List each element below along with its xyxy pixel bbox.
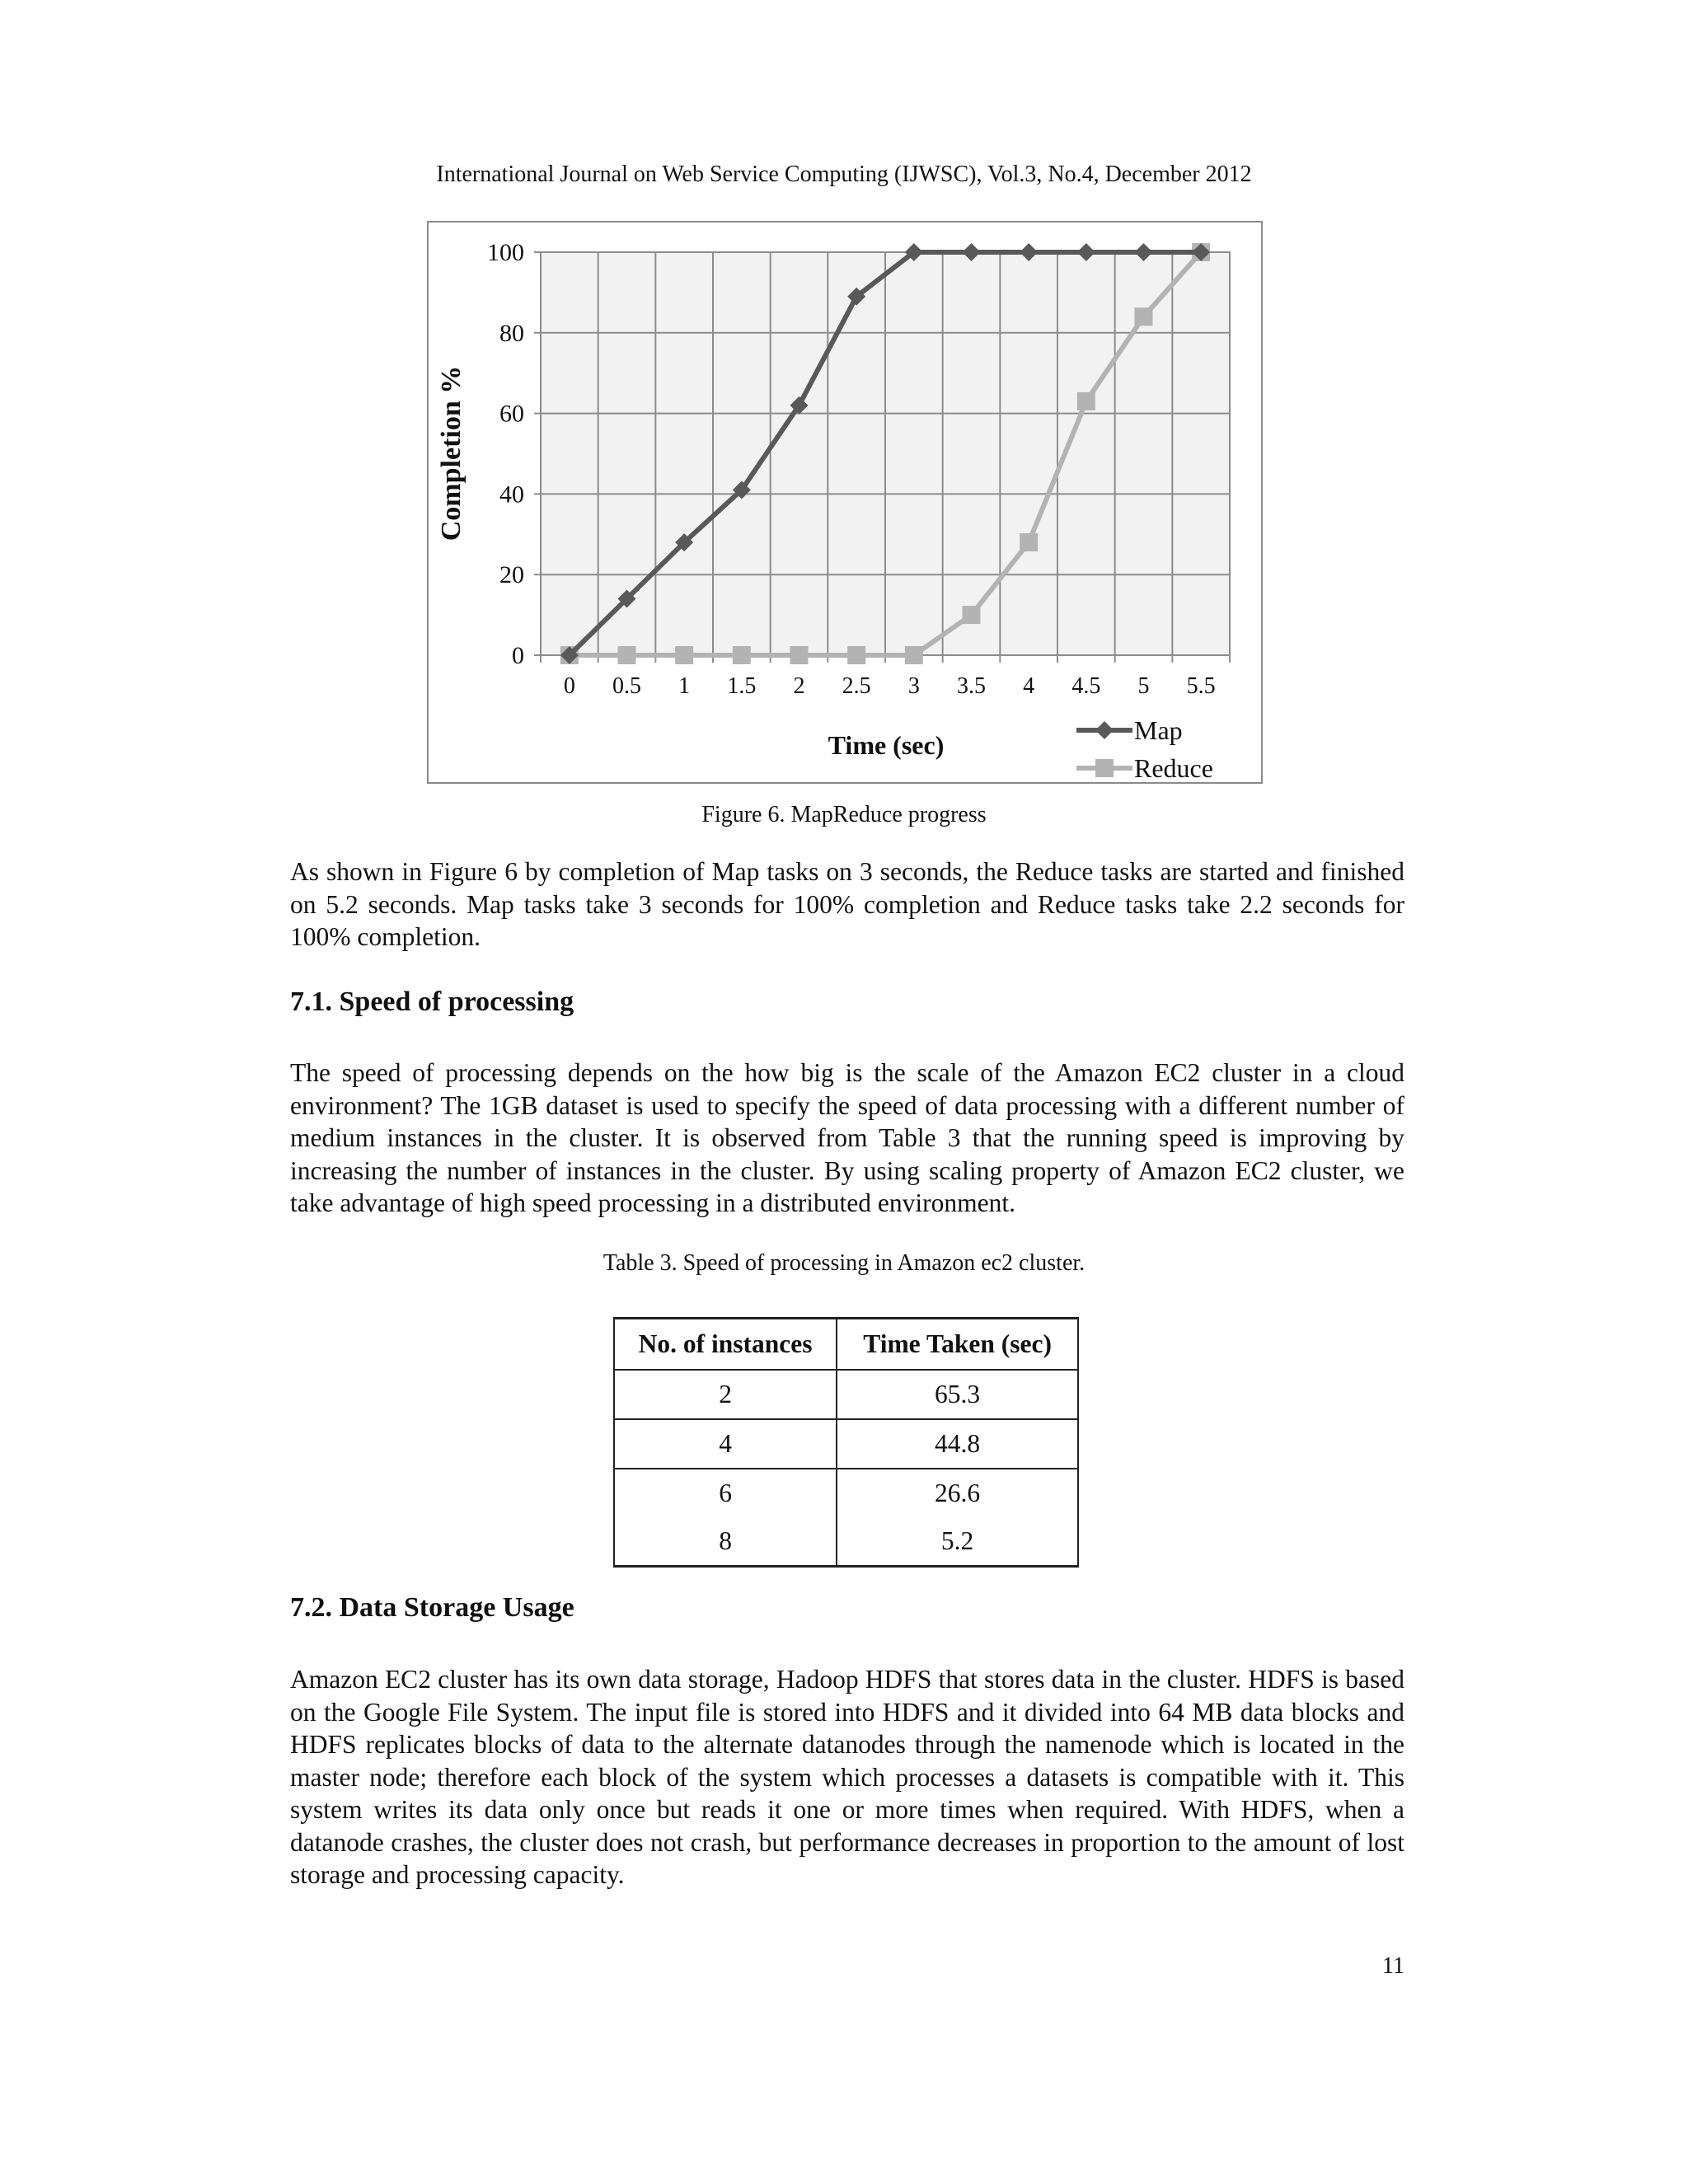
paragraph-figure-discussion: As shown in Figure 6 by completion of Map tasks on 3 seconds, the Reduce tasks are started and finished on 5.2 seconds. Map tasks take 3 seconds for 100% completion and Reduce tasks take 2.2 seconds for 100% completion. (290, 857, 1404, 951)
reduce-point (963, 606, 981, 624)
table-cell: 44.8 (837, 1419, 1078, 1469)
y-tick-label: 80 (499, 319, 524, 347)
reduce-legend-label: Reduce (1134, 753, 1213, 783)
x-tick-label: 4 (1023, 673, 1035, 699)
y-axis-title: Completion % (436, 365, 467, 541)
x-tick-label: 0.5 (612, 673, 641, 699)
paragraph-speed-of-processing: The speed of processing depends on the how big is the scale of the Amazon EC2 cluster in a cloud environment? The 1GB dataset is used to specify the speed of data processing with a different number of medium instances in the cluster. It is observed from Table 3 that the running speed is improving by increasing the number of instances in the cluster. By using scaling property of Amazon EC2 cluster, we take advantage of high speed processing in a distributed environment. (290, 1058, 1404, 1217)
reduce-point (1077, 392, 1095, 410)
table-row (614, 1370, 1078, 1419)
x-axis-title: Time (sec) (828, 730, 945, 760)
x-tick-label: 5 (1137, 673, 1150, 699)
section-heading-speed: 7.1. Speed of processing (290, 987, 574, 1017)
x-tick-label: 4.5 (1071, 673, 1101, 699)
mapreduce-progress-chart (427, 221, 1263, 784)
reduce-point (905, 646, 923, 664)
reduce-point (1020, 533, 1038, 551)
y-tick-label: 100 (487, 239, 524, 266)
x-tick-label: 3 (907, 673, 920, 699)
table-caption: Table 3. Speed of processing in Amazon ec2 cluster. (603, 1250, 1085, 1276)
column-header-time: Time Taken (sec) (837, 1319, 1078, 1371)
speed-table (613, 1317, 1079, 1568)
table-cell: 26.6 (837, 1469, 1078, 1517)
reduce-point (790, 646, 809, 664)
section-heading-storage: 7.2. Data Storage Usage (290, 1592, 574, 1623)
table-cell: 6 (614, 1469, 837, 1517)
map-legend-label: Map (1134, 715, 1183, 745)
map-legend-marker (1095, 721, 1114, 739)
reduce-point (618, 646, 636, 664)
reduce-point (733, 646, 751, 664)
y-tick-label: 0 (512, 642, 524, 669)
x-tick-label: 0 (563, 673, 575, 699)
y-tick-label: 20 (499, 561, 524, 589)
table-row (614, 1419, 1078, 1469)
y-tick-label: 40 (499, 480, 524, 509)
table-cell: 4 (614, 1419, 837, 1469)
figure-caption: Figure 6. MapReduce progress (701, 802, 987, 827)
page-number: 11 (1382, 1953, 1404, 1979)
paragraph-data-storage: Amazon EC2 cluster has its own data storage, Hadoop HDFS that stores data in the cluster. HDFS is based on the Google File System. The input file is stored into HDFS and it divided into 64 MB data blocks and HDFS replicates blocks of data to the alternate datanodes through the namenode which is located in the master node; therefore each block of the system which processes a datasets is compatible with it. This system writes its data only once but reads it one or more times when required. With HDFS, when a datanode crashes, the cluster does not crash, but performance decreases in proportion to the amount of lost storage and processing capacity. (290, 1665, 1404, 1889)
running-header: International Journal on Web Service Computing (IJWSC), Vol.3, No.4, December 2012 (436, 162, 1252, 187)
table-cell: 65.3 (837, 1370, 1078, 1419)
reduce-legend-marker (1095, 759, 1114, 777)
reduce-point (847, 646, 865, 664)
x-tick-label: 1 (678, 673, 691, 699)
reduce-point (675, 646, 693, 664)
table-cell: 5.2 (837, 1517, 1078, 1567)
reduce-point (1135, 307, 1153, 326)
x-tick-label: 2 (793, 673, 805, 699)
y-tick-label: 60 (499, 400, 524, 428)
x-tick-label: 3.5 (957, 673, 986, 699)
table-header-row (614, 1319, 1078, 1371)
column-header-instances: No. of instances (614, 1319, 837, 1371)
table-row (614, 1469, 1078, 1517)
x-tick-label: 2.5 (842, 673, 871, 699)
table-cell: 8 (614, 1517, 837, 1567)
table-row (614, 1517, 1078, 1567)
table-cell: 2 (614, 1370, 837, 1419)
x-tick-label: 5.5 (1186, 673, 1216, 699)
x-tick-label: 1.5 (727, 673, 757, 699)
